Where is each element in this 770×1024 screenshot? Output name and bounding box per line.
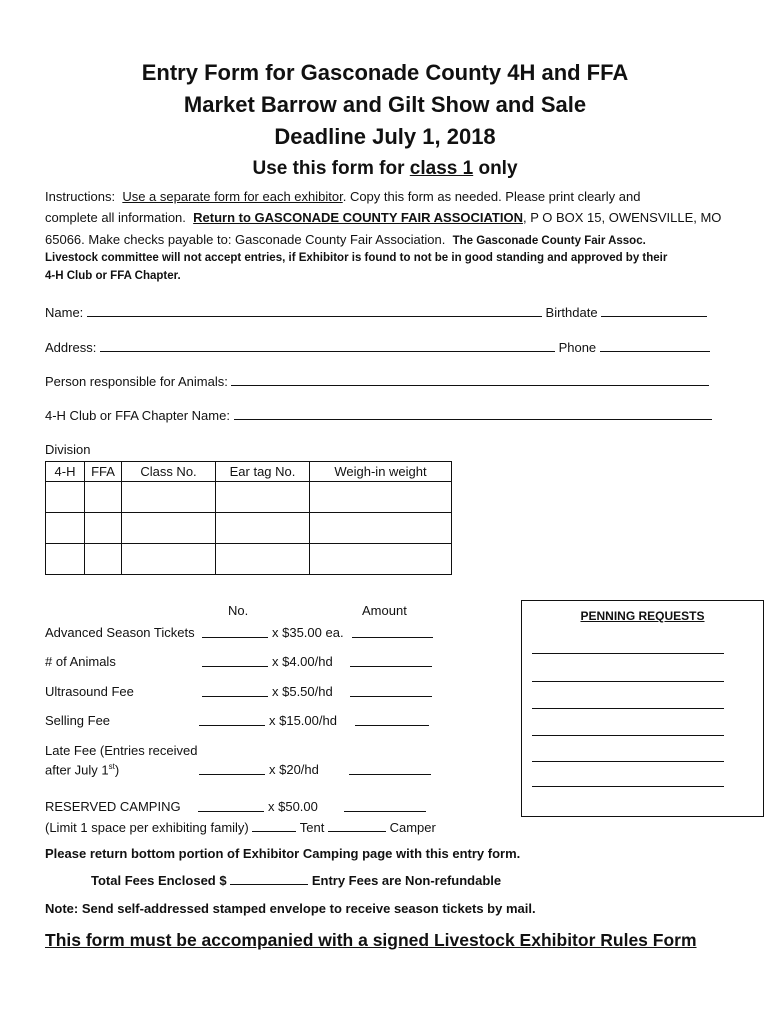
selling-amount[interactable] (355, 713, 429, 726)
title-line-2: Market Barrow and Gilt Show and Sale (183, 92, 587, 117)
instructions-line2-post: , P O BOX 15, OWENSVILLE, MO (522, 210, 722, 225)
camping-rate: x $50.00 (268, 799, 318, 814)
fees-col-amount: Amount (362, 603, 407, 618)
penning-line[interactable] (532, 735, 724, 736)
total-fees-row (91, 872, 501, 888)
advanced-tickets-label: Advanced Season Tickets (45, 625, 195, 640)
penning-line[interactable] (532, 761, 724, 762)
late-fee-amount[interactable] (349, 762, 431, 775)
advanced-tickets-qty[interactable] (202, 625, 268, 638)
title-deadline: Deadline July 1, 2018 (274, 124, 496, 149)
class-note-post: only (473, 158, 518, 179)
late-fee-rate: x $20/hd (269, 762, 319, 777)
division-table (45, 461, 452, 575)
col-weigh-in: Weigh-in weight (310, 462, 452, 482)
instructions-line-3 (45, 232, 646, 247)
ultrasound-label: Ultrasound Fee (45, 684, 134, 699)
return-camping-note: Please return bottom portion of Exhibitor Camping page with this entry form. (45, 846, 521, 861)
ultrasound-rate: x $5.50/hd (272, 684, 333, 699)
col-ffa: FFA (85, 462, 122, 482)
camper-label: Camper (389, 820, 436, 835)
instructions-line-4: Livestock committee will not accept entries, if Exhibitor is found to not be in good standing and approved by their (45, 252, 668, 264)
return-address-emphasis: Return to GASCONADE COUNTY FAIR ASSOCIATION (193, 210, 523, 225)
instructions-line2-pre: complete all information. (45, 210, 186, 225)
table-row (46, 544, 452, 575)
table-cell[interactable] (85, 513, 122, 544)
instructions-line3: 65066. Make checks payable to: Gasconade County Fair Association. (45, 232, 446, 247)
table-cell[interactable] (310, 482, 452, 513)
penning-title: PENNING REQUESTS (580, 609, 705, 623)
address-row (45, 339, 710, 355)
late-fee-label-1: Late Fee (Entries received (45, 743, 198, 758)
camper-field[interactable] (328, 819, 386, 832)
instructions-line-1 (45, 189, 640, 204)
club-field[interactable] (234, 407, 712, 420)
camping-amount[interactable] (344, 799, 426, 812)
birthdate-field[interactable] (601, 304, 707, 317)
fees-col-no: No. (228, 603, 249, 618)
animals-rate: x $4.00/hd (272, 654, 333, 669)
animals-amount[interactable] (350, 654, 432, 667)
table-cell[interactable] (85, 482, 122, 513)
instructions-after: . Copy this form as needed. Please print clearly and (342, 189, 641, 204)
late-fee-qty[interactable] (199, 762, 265, 775)
address-label: Address: (45, 340, 97, 355)
table-cell[interactable] (216, 544, 310, 575)
table-row (46, 513, 452, 544)
title-line-1: Entry Form for Gasconade County 4H and FFA (141, 60, 629, 85)
class-note-pre: Use this form for (252, 158, 410, 179)
name-row (45, 304, 707, 320)
person-row (45, 373, 709, 389)
table-cell[interactable] (46, 482, 85, 513)
camping-qty[interactable] (198, 799, 264, 812)
division-label: Division (45, 442, 91, 457)
table-cell[interactable] (46, 513, 85, 544)
advanced-tickets-amount[interactable] (352, 625, 433, 638)
instructions-line3-bold: The Gasconade County Fair Assoc. (452, 235, 646, 247)
person-label: Person responsible for Animals: (45, 374, 228, 389)
col-4h: 4-H (46, 462, 85, 482)
phone-field[interactable] (600, 339, 710, 352)
name-label: Name: (45, 305, 84, 320)
col-class-no: Class No. (122, 462, 216, 482)
tent-field[interactable] (252, 819, 296, 832)
animals-qty[interactable] (202, 654, 268, 667)
camping-limit-row (45, 819, 436, 835)
total-fees-label: Total Fees Enclosed $ (91, 873, 227, 888)
club-row (45, 407, 712, 423)
penning-requests-box (521, 600, 764, 817)
late-fee-label-2 (45, 762, 119, 777)
phone-label: Phone (558, 340, 597, 355)
animals-label: # of Animals (45, 654, 116, 669)
table-row (46, 482, 452, 513)
non-refundable-note: Entry Fees are Non-refundable (311, 873, 502, 888)
total-fees-field[interactable] (230, 872, 308, 885)
table-cell[interactable] (122, 482, 216, 513)
instructions-label: Instructions: (45, 189, 116, 204)
late-fee-close: ) (114, 762, 120, 778)
instructions-line-5: 4-H Club or FFA Chapter. (45, 270, 181, 282)
selling-qty[interactable] (199, 713, 265, 726)
ultrasound-amount[interactable] (350, 684, 432, 697)
tickets-mail-note: Note: Send self-addressed stamped envelope to receive season tickets by mail. (45, 901, 536, 916)
table-cell[interactable] (310, 513, 452, 544)
table-cell[interactable] (216, 513, 310, 544)
table-cell[interactable] (310, 544, 452, 575)
table-cell[interactable] (216, 482, 310, 513)
address-field[interactable] (100, 339, 555, 352)
instructions-underlined: Use a separate form for each exhibitor (122, 189, 343, 204)
table-cell[interactable] (46, 544, 85, 575)
col-ear-tag: Ear tag No. (216, 462, 310, 482)
penning-line[interactable] (532, 786, 724, 787)
table-cell[interactable] (122, 544, 216, 575)
rules-form-footer: This form must be accompanied with a signed Livestock Exhibitor Rules Form (45, 930, 697, 950)
name-field[interactable] (87, 304, 542, 317)
penning-line[interactable] (532, 708, 724, 709)
selling-label: Selling Fee (45, 713, 111, 728)
camping-limit: (Limit 1 space per exhibiting family) (45, 820, 249, 835)
advanced-tickets-rate: x $35.00 ea. (272, 625, 344, 640)
camping-label: RESERVED CAMPING (45, 799, 181, 814)
person-field[interactable] (231, 373, 709, 386)
table-cell[interactable] (85, 544, 122, 575)
class-note-class: class 1 (409, 158, 474, 179)
table-cell[interactable] (122, 513, 216, 544)
birthdate-label: Birthdate (545, 305, 598, 320)
penning-line[interactable] (532, 653, 724, 654)
selling-rate: x $15.00/hd (269, 713, 337, 728)
class-note (0, 158, 770, 180)
penning-line[interactable] (532, 681, 724, 682)
late-fee-date: after July 1 (45, 762, 109, 778)
instructions-line-2 (45, 210, 721, 225)
late-fee-sup: st (108, 762, 115, 771)
club-label: 4-H Club or FFA Chapter Name: (45, 408, 230, 423)
tent-label: Tent (299, 820, 325, 835)
ultrasound-qty[interactable] (202, 684, 268, 697)
